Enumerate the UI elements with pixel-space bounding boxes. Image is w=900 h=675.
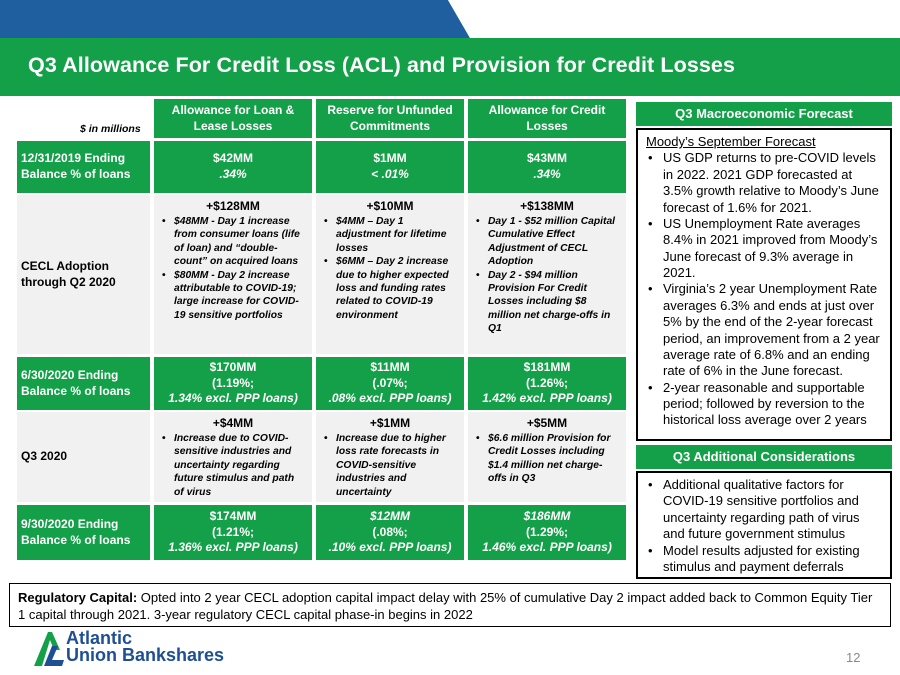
- balance-amount: $186MM: [523, 509, 571, 524]
- detail-bullet: • $6MM – Day 2 increase due to higher expected loss and funding rates related to COVID-19 environment: [322, 255, 458, 322]
- balance-amount: $174MM: [209, 509, 257, 524]
- detail-bullet: • Increase due to higher loss rate forecasts in COVID-sensitive industries and uncertainty: [322, 432, 458, 499]
- balance-percent: (1.21%;: [211, 524, 255, 539]
- change-amount: +$138MM: [520, 199, 574, 213]
- change-amount: +$1MM: [369, 416, 411, 430]
- balance-amount: $43MM: [526, 151, 567, 166]
- row-label-cecl-adoption: CECL Adoption through Q2 2020: [17, 195, 150, 354]
- balance-percent: (1.29%;: [525, 524, 569, 539]
- change-detail-cell: [468, 195, 626, 354]
- change-amount: +$128MM: [206, 199, 260, 213]
- balance-cell: [468, 357, 626, 410]
- top-decorative-band: [0, 0, 900, 38]
- balance-amount: $12MM: [369, 509, 410, 524]
- change-amount: +$10MM: [366, 199, 414, 213]
- additional-bullet: • Model results adjusted for existing stimulus and payment deferrals: [646, 543, 884, 576]
- change-amount: +$4MM: [212, 416, 254, 430]
- page-title: Q3 Allowance For Credit Loss (ACL) and Provision for Credit Losses: [28, 53, 736, 77]
- balance-amount: $42MM: [212, 151, 253, 166]
- regulatory-capital-box: [9, 583, 891, 627]
- change-detail-cell: [154, 412, 312, 502]
- macro-bullet: • Virginia’s 2 year Unemployment Rate averages 6.3% and ends at just over 5% by the end of the 2-year forecast period, an improvement from a 2 year average rate of 6.8% and an ending rate of 6% in the June forecast.: [646, 281, 884, 379]
- balance-percent-excl-ppp: .10% excl. PPP loans): [328, 540, 452, 555]
- detail-bullet: • Day 1 - $52 million Capital Cumulative Effect Adjustment of CECL Adoption: [474, 215, 620, 269]
- balance-percent-excl-ppp: .08% excl. PPP loans): [328, 391, 452, 406]
- balance-cell: [316, 505, 464, 560]
- macro-forecast-lead: Moody’s September Forecast: [646, 134, 816, 149]
- macro-bullet: • 2-year reasonable and supportable period; followed by reversion to the historical loss average over 2 years: [646, 380, 884, 429]
- row-label-dec-2019: 12/31/2019 Ending Balance % of loans: [17, 141, 150, 193]
- macro-bullet: • US Unemployment Rate averages 8.4% in 2021 improved from Moody’s June forecast of 9.3% average in 2021.: [646, 216, 884, 282]
- balance-cell: [154, 141, 312, 193]
- change-detail-cell: [316, 412, 464, 502]
- balance-percent: .34%: [219, 167, 247, 181]
- balance-amount: $11MM: [370, 360, 410, 375]
- balance-percent: (.08%;: [372, 524, 408, 539]
- detail-bullet: • $6.6 million Provision for Credit Losses including $1.4 million net charge-offs in Q3: [474, 432, 620, 486]
- page-number: 12: [846, 650, 861, 665]
- logo-line-2: Union Bankshares: [66, 645, 225, 665]
- change-detail-cell: [316, 195, 464, 354]
- balance-cell: [468, 505, 626, 560]
- change-detail-cell: [154, 195, 312, 354]
- additional-bullet: • Additional qualitative factors for COVID-19 sensitive portfolios and uncertainty regarding path of virus and future government stimulus: [646, 477, 884, 543]
- balance-percent-excl-ppp: 1.34% excl. PPP loans): [168, 391, 298, 406]
- balance-amount: $181MM: [523, 360, 571, 375]
- macro-forecast-heading: Q3 Macroeconomic Forecast: [636, 102, 892, 126]
- balance-amount: $1MM: [373, 151, 407, 166]
- company-logo-wordmark: [66, 630, 224, 664]
- additional-considerations-heading: Q3 Additional Considerations: [636, 445, 892, 469]
- column-header-rufc: Reserve for Unfunded Commitments: [316, 99, 464, 138]
- balance-percent-excl-ppp: 1.42% excl. PPP loans): [482, 391, 612, 406]
- column-header-alll: Allowance for Loan & Lease Losses: [154, 99, 312, 138]
- row-label-sep-2020: 9/30/2020 Ending Balance % of loans: [17, 505, 150, 560]
- balance-cell: [154, 357, 312, 410]
- row-label-jun-2020: 6/30/2020 Ending Balance % of loans: [17, 357, 150, 410]
- balance-cell: [316, 357, 464, 410]
- regulatory-capital-label: Regulatory Capital:: [18, 590, 138, 605]
- balance-cell: [316, 141, 464, 193]
- balance-percent: (.07%;: [372, 375, 408, 390]
- change-detail-cell: [468, 412, 626, 502]
- detail-bullet: • Day 2 - $94 million Provision For Credit Losses including $8 million net charge-offs in Q1: [474, 269, 620, 336]
- detail-bullet: • Increase due to COVID-sensitive industries and uncertainty regarding future stimulus and path of virus: [160, 432, 306, 499]
- balance-cell: [468, 141, 626, 193]
- additional-considerations-box: [636, 471, 892, 579]
- detail-bullet: • $4MM – Day 1 adjustment for lifetime losses: [322, 215, 458, 255]
- balance-amount: $170MM: [209, 360, 257, 375]
- macro-bullet: • US GDP returns to pre-COVID levels in 2022. 2021 GDP forecasted at 3.5% growth relative to Moody’s June forecast of 1.6% for 2021.: [646, 150, 884, 216]
- row-label-q3-2020: Q3 2020: [17, 412, 150, 502]
- balance-percent: .34%: [533, 167, 561, 181]
- change-amount: +$5MM: [526, 416, 568, 430]
- balance-percent: (1.19%;: [211, 375, 255, 390]
- units-note: $ in millions: [80, 123, 141, 135]
- balance-percent-excl-ppp: 1.36% excl. PPP loans): [168, 540, 298, 555]
- macro-forecast-box: [636, 128, 892, 441]
- detail-bullet: • $80MM - Day 2 increase attributable to COVID-19; large increase for COVID-19 sensitive portfolios: [160, 269, 306, 323]
- detail-bullet: • $48MM - Day 1 increase from consumer loans (life of loan) and “double-count” on acquired loans: [160, 215, 306, 269]
- column-header-acl: Allowance for Credit Losses: [468, 99, 626, 138]
- balance-percent: (1.26%;: [525, 375, 569, 390]
- regulatory-capital-text: Opted into 2 year CECL adoption capital impact delay with 25% of cumulative Day 2 impact added back to Common Equity Tier 1 capital through 2021. 3-year regulatory CECL capital phase-in begins in 2022: [18, 590, 873, 623]
- balance-percent: < .01%: [371, 167, 409, 181]
- logo-line-1: Atlantic: [66, 628, 133, 648]
- balance-cell: [154, 505, 312, 560]
- balance-percent-excl-ppp: 1.46% excl. PPP loans): [482, 540, 612, 555]
